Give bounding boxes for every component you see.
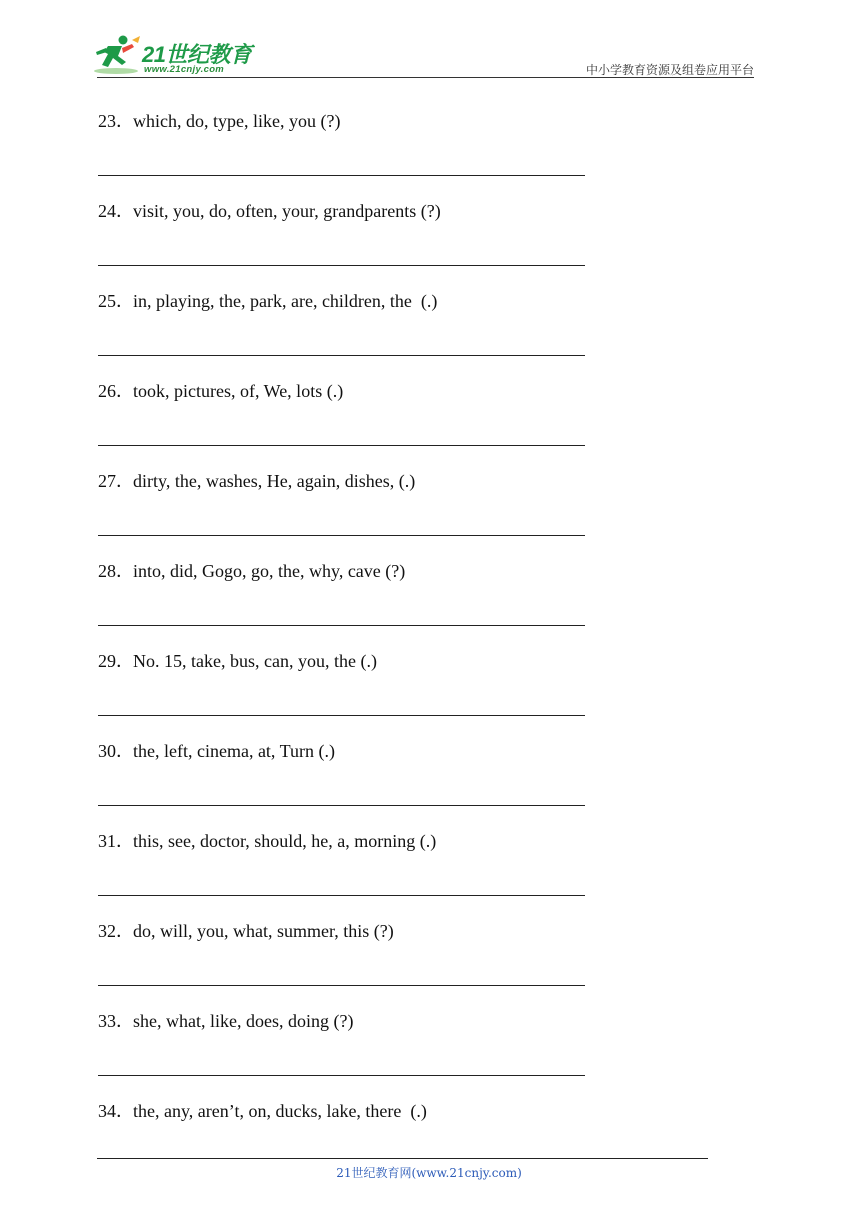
- scrambled-words: visit, you, do, often, your, grandparents (?): [133, 201, 441, 221]
- answer-line[interactable]: [98, 265, 585, 266]
- question-number: 30: [98, 741, 116, 761]
- number-separator: ．: [116, 921, 134, 941]
- footer-divider: [97, 1158, 708, 1159]
- page-header: [0, 0, 860, 80]
- question-text-row: [98, 1098, 427, 1124]
- answer-line[interactable]: [98, 715, 585, 716]
- answer-line[interactable]: [98, 895, 585, 896]
- number-separator: ．: [116, 471, 134, 491]
- number-separator: ．: [116, 1011, 134, 1031]
- number-separator: ．: [116, 1101, 134, 1121]
- scrambled-words: do, will, you, what, summer, this (?): [133, 921, 394, 941]
- question-item: [98, 558, 718, 648]
- question-number: 31: [98, 831, 116, 851]
- scrambled-words: No. 15, take, bus, can, you, the (.): [133, 651, 377, 671]
- number-separator: ．: [116, 291, 134, 311]
- question-item: [98, 828, 718, 918]
- question-text-row: [98, 1008, 353, 1034]
- scrambled-words: the, left, cinema, at, Turn (.): [133, 741, 335, 761]
- question-text-row: [98, 198, 441, 224]
- number-separator: ．: [116, 201, 134, 221]
- number-separator: ．: [116, 381, 134, 401]
- question-number: 34: [98, 1101, 116, 1121]
- scrambled-words: the, any, aren’t, on, ducks, lake, there (.): [133, 1101, 427, 1121]
- question-number: 29: [98, 651, 116, 671]
- question-item: [98, 738, 718, 828]
- question-number: 28: [98, 561, 116, 581]
- number-separator: ．: [116, 561, 134, 581]
- answer-line[interactable]: [98, 175, 585, 176]
- number-separator: ．: [116, 741, 134, 761]
- answer-line[interactable]: [98, 805, 585, 806]
- logo-text: 21世纪教育: [142, 42, 252, 67]
- header-divider: [97, 77, 754, 78]
- number-separator: ．: [116, 831, 134, 851]
- question-number: 23: [98, 111, 116, 131]
- site-logo: [92, 34, 262, 78]
- scrambled-words: dirty, the, washes, He, again, dishes, (.): [133, 471, 416, 491]
- answer-line[interactable]: [98, 445, 585, 446]
- question-text-row: [98, 288, 437, 314]
- answer-line[interactable]: [98, 625, 585, 626]
- question-number: 32: [98, 921, 116, 941]
- answer-line[interactable]: [98, 355, 585, 356]
- question-number: 26: [98, 381, 116, 401]
- question-text-row: [98, 558, 405, 584]
- question-item: [98, 648, 718, 738]
- platform-tagline: 中小学教育资源及组卷应用平台: [585, 63, 754, 77]
- question-item: [98, 1008, 718, 1098]
- question-item: [98, 378, 718, 468]
- runner-icon: [92, 34, 144, 76]
- question-text-row: [98, 108, 340, 134]
- question-number: 25: [98, 291, 116, 311]
- question-number: 24: [98, 201, 116, 221]
- logo-url: www.21cnjy.com: [144, 64, 225, 75]
- scrambled-words: into, did, Gogo, go, the, why, cave (?): [133, 561, 406, 581]
- question-item: [98, 108, 718, 198]
- number-separator: ．: [116, 651, 134, 671]
- question-item: [98, 468, 718, 558]
- question-text-row: [98, 738, 335, 764]
- scrambled-words: took, pictures, of, We, lots (.): [133, 381, 344, 401]
- question-number: 33: [98, 1011, 116, 1031]
- number-separator: ．: [116, 111, 134, 131]
- scrambled-words: in, playing, the, park, are, children, the (.): [133, 291, 438, 311]
- answer-line[interactable]: [98, 1075, 585, 1076]
- question-text-row: [98, 378, 343, 404]
- scrambled-words: this, see, doctor, should, he, a, morning (.): [133, 831, 437, 851]
- answer-line[interactable]: [98, 985, 585, 986]
- question-text-row: [98, 648, 377, 674]
- answer-line[interactable]: [98, 535, 585, 536]
- question-item: [98, 918, 718, 1008]
- footer-text: 21世纪教育网(www.21cnjy.com): [336, 1166, 522, 1180]
- question-text-row: [98, 468, 415, 494]
- question-number: 27: [98, 471, 116, 491]
- question-item: [98, 198, 718, 288]
- question-text-row: [98, 918, 394, 944]
- question-list: [98, 108, 718, 1188]
- scrambled-words: which, do, type, like, you (?): [133, 111, 341, 131]
- scrambled-words: she, what, like, does, doing (?): [133, 1011, 354, 1031]
- question-item: [98, 288, 718, 378]
- question-text-row: [98, 828, 436, 854]
- page-footer: [0, 1164, 860, 1181]
